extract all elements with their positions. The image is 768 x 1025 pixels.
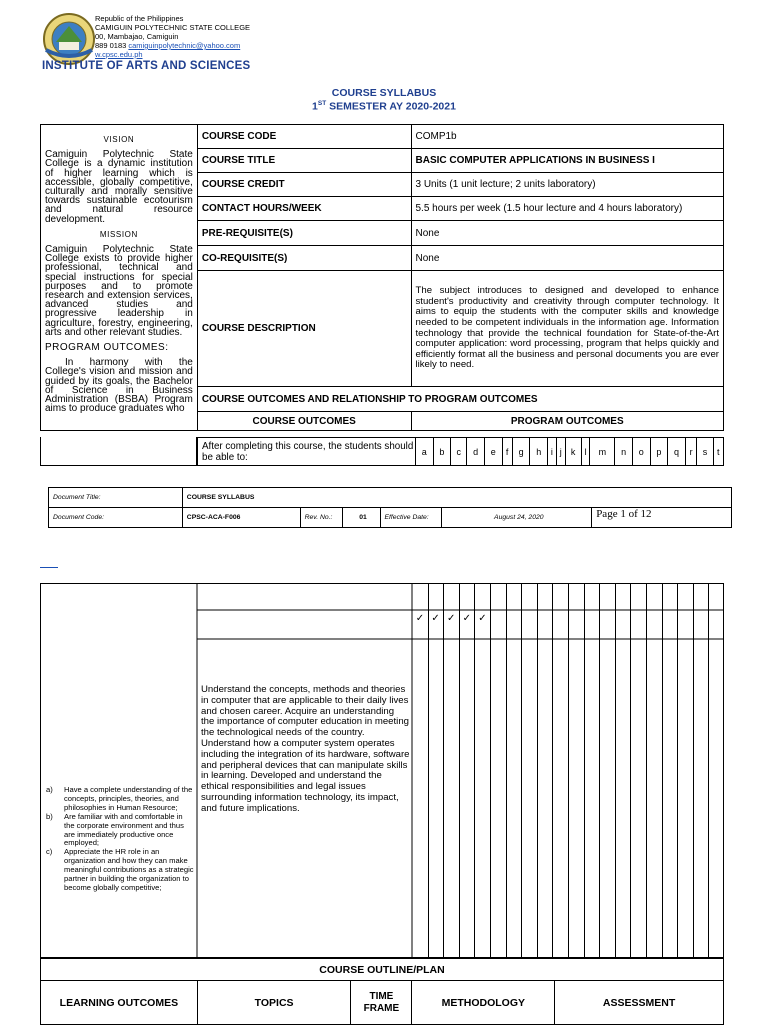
methodology-col: METHODOLOGY xyxy=(412,981,555,1025)
course-title-label: COURSE TITLE xyxy=(197,149,411,173)
mission-heading: MISSION xyxy=(99,229,138,239)
check-mark: ✓ xyxy=(478,613,487,624)
course-title-value: BASIC COMPUTER APPLICATIONS IN BUSINESS I xyxy=(411,149,724,173)
po-letters-row xyxy=(197,437,724,466)
course-credit-label: COURSE CREDIT xyxy=(197,173,411,197)
semester-title: 1ST SEMESTER AY 2020-2021 xyxy=(312,100,456,113)
po-letter: e xyxy=(484,438,502,466)
time-frame-col: TIME FRAME xyxy=(351,981,412,1025)
po-letter: a xyxy=(416,438,434,466)
institute-name: INSTITUTE OF ARTS AND SCIENCES xyxy=(42,60,251,72)
course-description-label: COURSE DESCRIPTION xyxy=(197,271,411,387)
program-outcomes-text: In harmony with the College's vision and mission and guided by its goals, the Bachelor of Science in Business Administration (BSBA) Program aims to produce graduates who xyxy=(45,357,193,415)
outcomes-grid xyxy=(40,583,724,958)
course-outcomes-heading: COURSE OUTCOMES xyxy=(197,412,411,431)
college-name: CAMIGUIN POLYTECHNIC STATE COLLEGE xyxy=(95,23,251,32)
check-mark: ✓ xyxy=(415,613,425,624)
co-intro-text: After completing this course, the students should be able to: xyxy=(198,438,416,466)
course-credit-value: 3 Units (1 unit lecture; 2 units laboratory) xyxy=(411,173,724,197)
course-code-label: COURSE CODE xyxy=(197,125,411,149)
contact-line xyxy=(95,41,240,50)
course-outline-heading: COURSE OUTLINE/PLAN xyxy=(41,959,724,981)
course-description-value: The subject introduces to designed and developed to enhance student's productivity and creativity through computer technology. It aims to equip the students with the computer skills and knowledge needed to be competent individuals in the information age. Information technology that provide the technical foundation for State-of-the-Art computer application: word processing, program that helps quickly and efficiently format all the business and personal documents you are ever likely to need. xyxy=(411,271,724,387)
po-letter: s xyxy=(697,438,713,466)
po-letter: c xyxy=(451,438,467,466)
po-letter: n xyxy=(615,438,633,466)
vision-mission-column xyxy=(41,125,198,431)
rev-value: 01 xyxy=(342,508,380,528)
outcome-item: a) Have a complete understanding of the concepts, principles, theories, and philosophies in Human Resource; xyxy=(46,785,193,812)
po-letter: r xyxy=(685,438,697,466)
website-link[interactable]: w.cpsc.edu.ph xyxy=(95,50,143,59)
college-seal-logo xyxy=(42,12,96,66)
po-letter: f xyxy=(502,438,512,466)
rev-label: Rev. No.: xyxy=(300,508,342,528)
doc-code-value: CPSC-ACA-F006 xyxy=(182,508,300,528)
po-letter: t xyxy=(713,438,723,466)
learning-outcomes-list xyxy=(44,786,194,893)
phone-number: 889 0183 xyxy=(95,41,127,50)
course-outline-table xyxy=(40,958,724,1025)
po-letter: j xyxy=(556,438,565,466)
learning-outcomes-col: LEARNING OUTCOMES xyxy=(41,981,198,1025)
check-mark: ✓ xyxy=(462,613,471,624)
po-letter: i xyxy=(548,438,557,466)
topics-col: TOPICS xyxy=(197,981,351,1025)
republic-line: Republic of the Philippines xyxy=(95,14,184,23)
prerequisite-label: PRE-REQUISITE(S) xyxy=(197,221,411,246)
document-footer xyxy=(48,487,732,528)
relationship-heading: COURSE OUTCOMES AND RELATIONSHIP TO PROGRAM OUTCOMES xyxy=(197,387,723,412)
college-address: 00, Mambajao, Camiguin xyxy=(95,32,179,41)
outcome-item: c) Appreciate the HR role in an organization and how they can make meaningful contributions as a strategic partner in building the organization to become globally competitive; xyxy=(46,847,194,892)
page-number: Page 1 of 12 xyxy=(592,508,732,528)
po-letter: p xyxy=(650,438,668,466)
check-mark: ✓ xyxy=(447,613,456,624)
page-break-mark xyxy=(40,567,58,568)
corequisite-label: CO-REQUISITE(S) xyxy=(197,246,411,271)
syllabus-title: COURSE SYLLABUS xyxy=(331,87,437,99)
effective-date-value: August 24, 2020 xyxy=(442,508,592,528)
effective-date-label: Effective Date: xyxy=(380,508,442,528)
program-outcomes-heading: PROGRAM OUTCOMES xyxy=(411,412,724,431)
po-letter: b xyxy=(433,438,451,466)
mission-text: Camiguin Polytechnic State College exists to provide higher professional, technical and special instructions for special purposes and to promote research and extension services, advanced studies and progressive leadership in agriculture, forestry, engineering, arts and other relevant studies. xyxy=(45,244,193,338)
doc-title-value: COURSE SYLLABUS xyxy=(182,488,731,508)
course-outcome-text: Understand the concepts, methods and theories in computer that are applicable to their daily lives and chosen career. Acquire an understanding the importance of computer education in meeting the technological needs of the country. Understand how a computer system operates including the integration of its hardware, software and peripheral devices that can manipulate skills in learning. Developed and understand the ethical responsibilities and legal issues surrounding information technology, its impact, and future implications. xyxy=(201,684,410,814)
assessment-col: ASSESSMENT xyxy=(555,981,724,1025)
doc-code-label: Document Code: xyxy=(49,508,183,528)
vision-text: Camiguin Polytechnic State College is a dynamic institution of higher learning which is accessible, globally competitive, culturally and morally sensitive towards sustainable ecotourism and natural resource development. xyxy=(45,149,193,225)
po-letter: o xyxy=(632,438,650,466)
po-letter: h xyxy=(530,438,548,466)
contact-hours-value: 5.5 hours per week (1.5 hour lecture and 4 hours laboratory) xyxy=(411,197,724,221)
po-letter: g xyxy=(512,438,530,466)
prerequisite-value: None xyxy=(411,221,724,246)
doc-title-label: Document Title: xyxy=(49,488,183,508)
course-info-table xyxy=(40,124,724,431)
course-code-value: COMP1b xyxy=(411,125,724,149)
email-link[interactable]: camiguinpolytechnic@yahoo.com xyxy=(128,41,241,50)
po-letter: q xyxy=(668,438,686,466)
outcome-item: b) Are familiar with and comfortable in the corporate environment and thus are immediately productive once employed; xyxy=(46,811,184,848)
corequisite-value: None xyxy=(411,246,724,271)
po-letter: l xyxy=(581,438,590,466)
contact-hours-label: CONTACT HOURS/WEEK xyxy=(197,197,411,221)
po-letter: m xyxy=(590,438,615,466)
vision-heading: VISION xyxy=(103,135,135,144)
left-column-bottom xyxy=(40,437,197,466)
po-letter: k xyxy=(565,438,581,466)
check-mark: ✓ xyxy=(431,613,440,624)
po-letter: d xyxy=(467,438,485,466)
program-outcomes-heading: PROGRAM OUTCOMES: xyxy=(45,342,169,354)
